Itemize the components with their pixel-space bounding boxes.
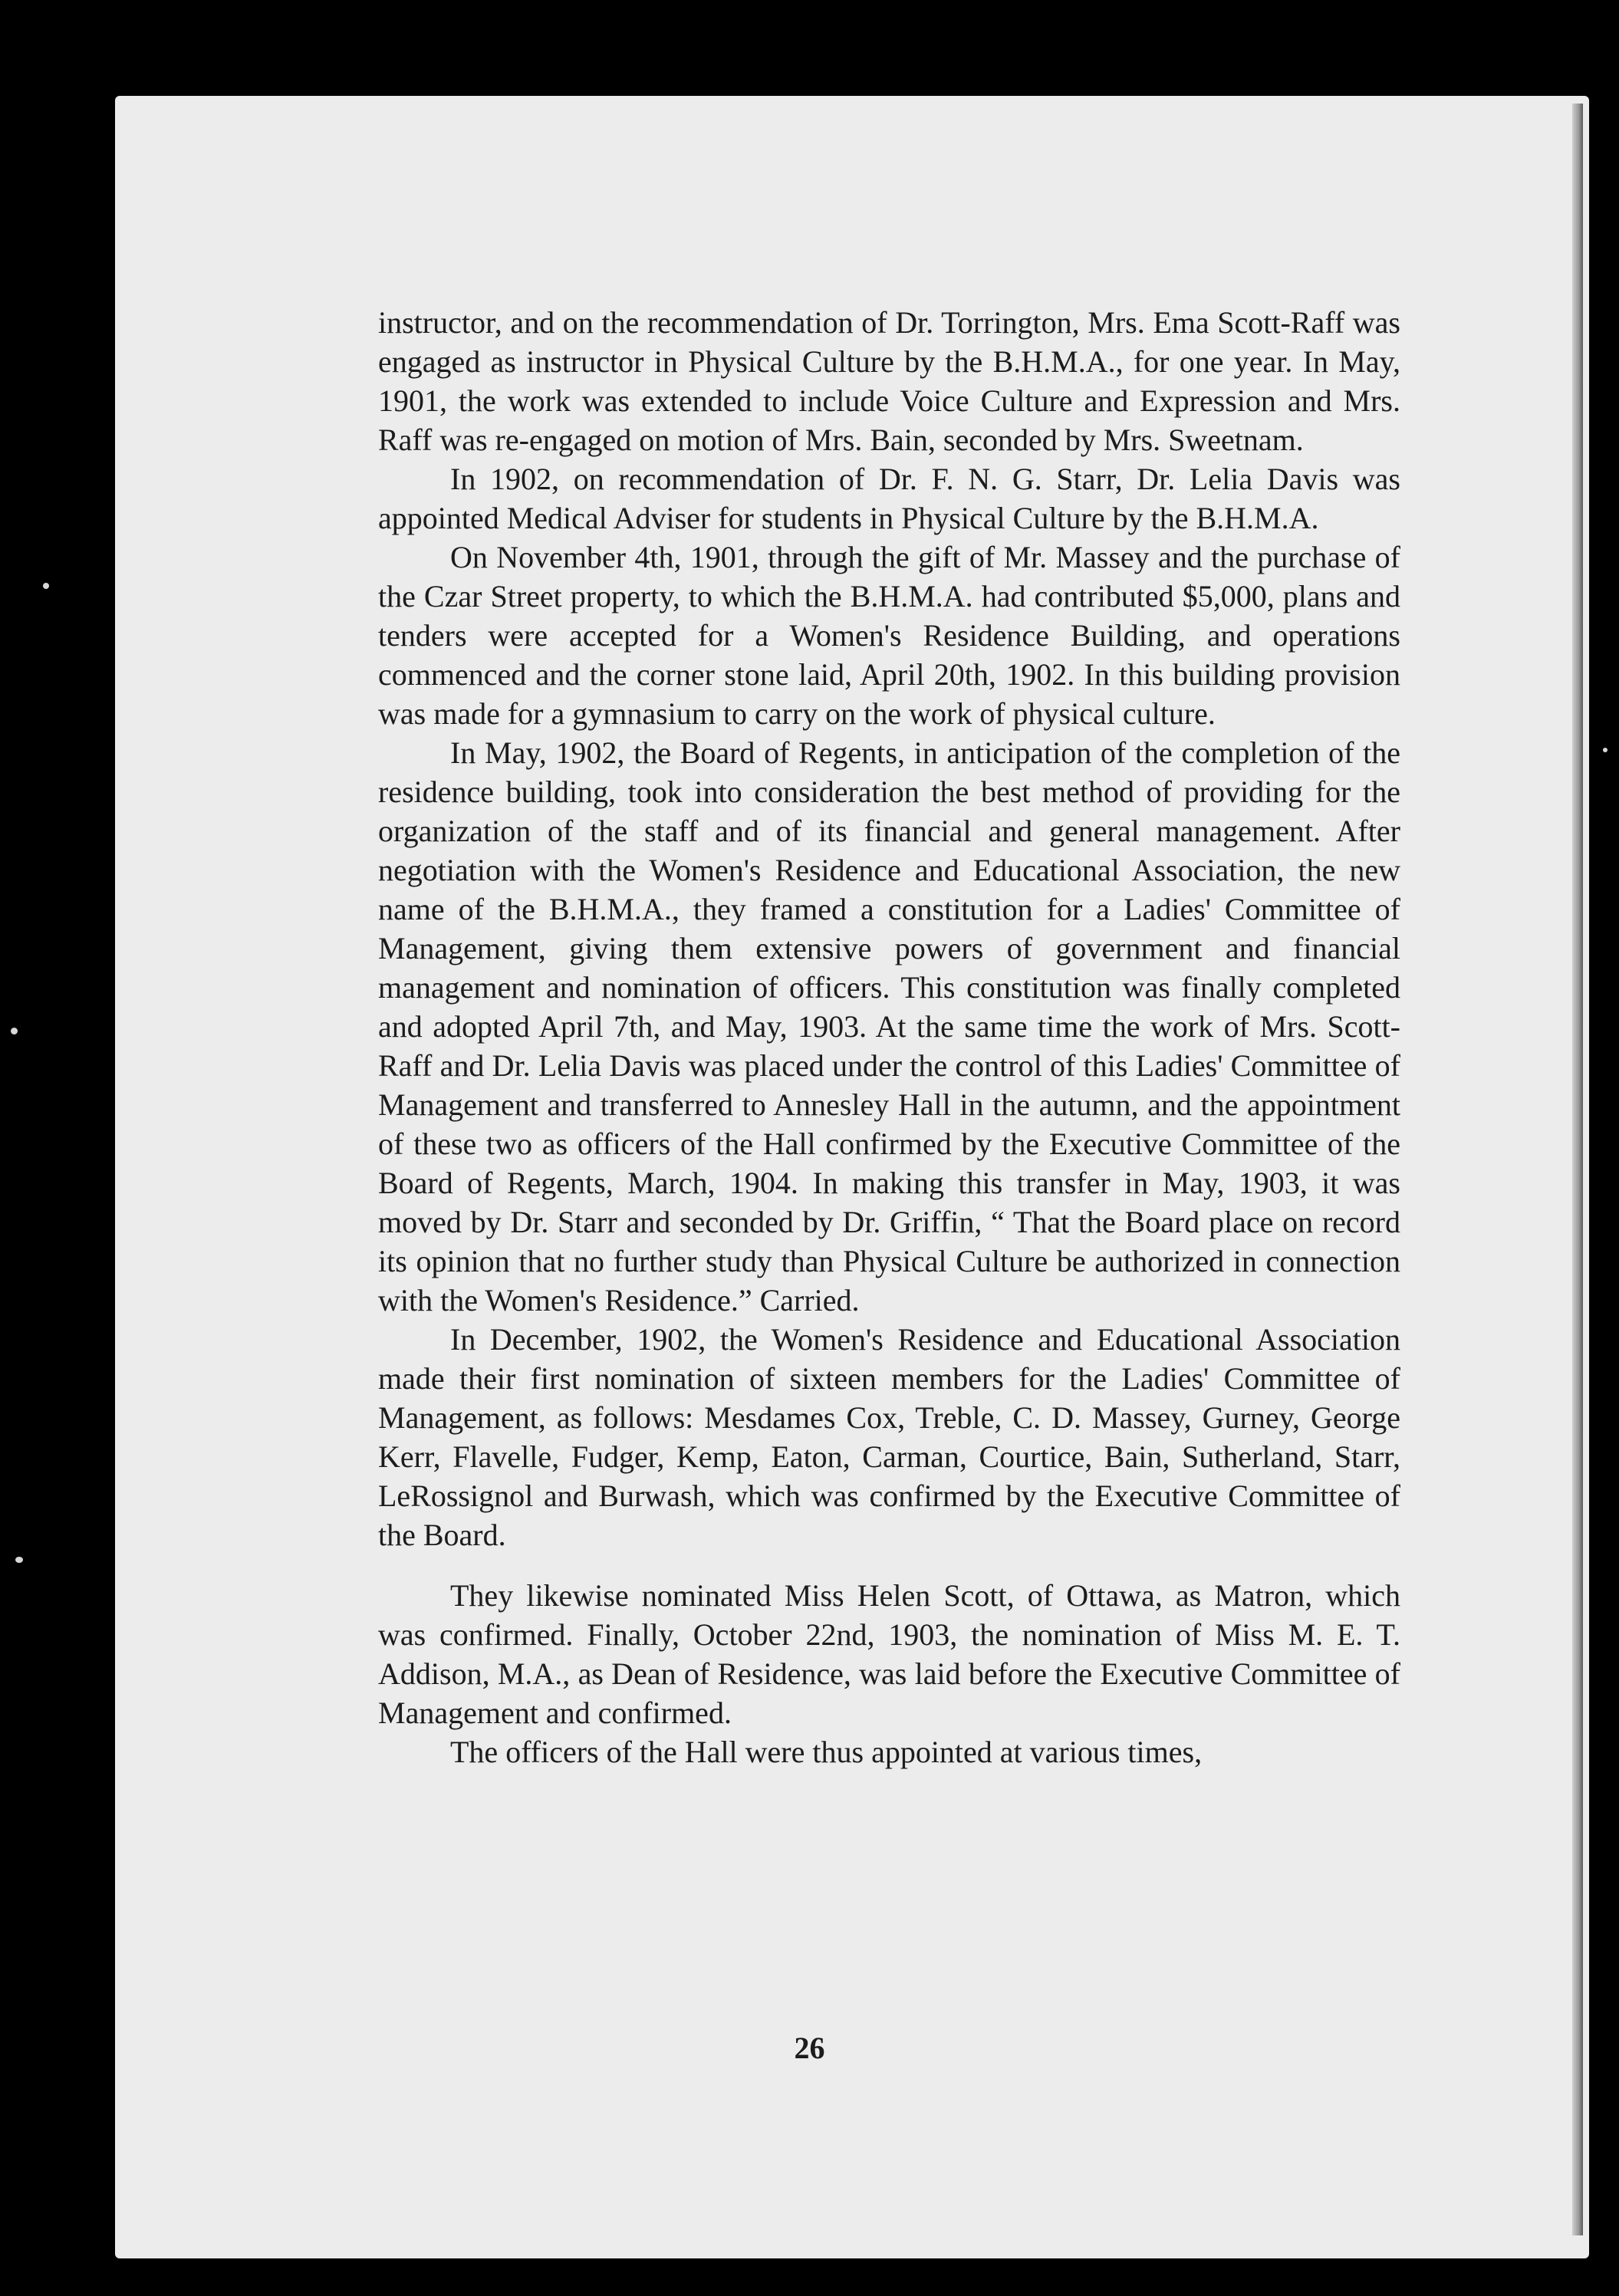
paragraph: On November 4th, 1901, through the gift of Mr. Massey and the purchase of the Czar Street property, to which the B.H.M.A. had contributed $5,000, plans and tenders were accepted for a Women's Residence Building, and operations commenced and the corner stone laid, April 20th, 1902. In this building provision was made for a gymnasium to carry on the work of physical culture. [378, 540, 1400, 731]
scan-page-edge [1572, 104, 1583, 2235]
page-text [378, 303, 1400, 1771]
paragraph: The officers of the Hall were thus appointed at various times, [450, 1735, 1203, 1769]
paragraph: They likewise nominated Miss Helen Scott, of Ottawa, as Matron, which was confirmed. Finally, October 22nd, 1903, the nomination of Miss M. E. T. Addison, M.A., as Dean of Residence, was laid before the Executive Committee of Management and confirmed. [378, 1578, 1400, 1730]
paragraph: instructor, and on the recommendation of Dr. Torrington, Mrs. Ema Scott-Raff was engaged as instructor in Physical Culture by the B.H.M.A., for one year. In May, 1901, the work was extended to include Voice Culture and Expression and Mrs. Raff was re-engaged on motion of Mrs. Bain, seconded by Mrs. Sweetnam. [378, 305, 1400, 457]
scan-speck [11, 1028, 18, 1035]
scan-speck [1603, 748, 1607, 752]
scan-speck [15, 1557, 23, 1563]
page-number: 26 [794, 2031, 825, 2065]
paragraph: In December, 1902, the Women's Residence and Educational Association made their first nomination of sixteen members for the Ladies' Committee of Management, as follows: Mesdames Cox, Treble, C. D. Massey, Gurney, George Kerr, Flavelle, Fudger, Kemp, Eaton, Carman, Courtice, Bain, Sutherland, Starr, LeRossignol and Burwash, which was confirmed by the Executive Committee of the Board. [378, 1322, 1400, 1552]
scan-speck [43, 583, 49, 589]
paragraph: In 1902, on recommendation of Dr. F. N. G. Starr, Dr. Lelia Davis was appointed Medical Adviser for students in Physical Culture by the B.H.M.A. [378, 462, 1400, 535]
paragraph: In May, 1902, the Board of Regents, in anticipation of the completion of the residence building, took into consideration the best method of providing for the organization of the staff and of its financial and general management. After negotiation with the Women's Residence and Educational Association, the new name of the B.H.M.A., they framed a constitution for a Ladies' Committee of Management, giving them extensive powers of government and financial management and nomination of officers. This constitution was finally completed and adopted April 7th, and May, 1903. At the same time the work of Mrs. Scott-Raff and Dr. Lelia Davis was placed under the control of this Ladies' Committee of Management and transferred to Annesley Hall in the autumn, and the appointment of these two as officers of the Hall confirmed by the Executive Committee of the Board of Regents, March, 1904. In making this transfer in May, 1903, it was moved by Dr. Starr and seconded by Dr. Griffin, “ That the Board place on record its opinion that no further study than Physical Culture be authorized in connection with the Women's Residence.” Carried. [378, 735, 1400, 1317]
